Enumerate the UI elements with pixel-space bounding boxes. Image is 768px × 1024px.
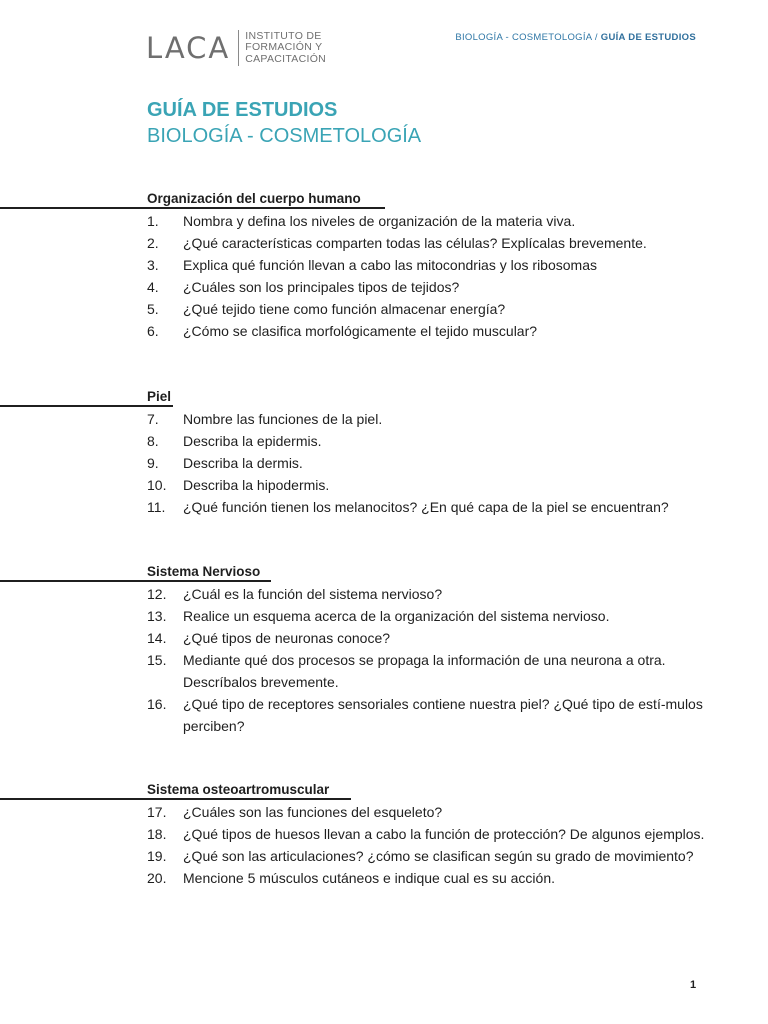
item-number: 3. [147,257,159,273]
page-number: 1 [690,979,697,991]
item-text: ¿Qué tipos de neuronas conoce? [183,630,391,646]
list-item [0,298,768,320]
item-number: 6. [147,323,159,339]
list-item [0,801,768,823]
list-item [0,627,768,649]
section-header [0,388,768,408]
question-list [0,583,768,737]
logo-sub-line: CAPACITACIÓN [245,52,327,65]
item-number: 20. [147,870,167,886]
page-subtitle: BIOLOGÍA - COSMETOLOGÍA [147,125,422,147]
list-item [0,276,768,298]
list-item [0,496,768,518]
item-text: ¿Qué tipo de receptores sensoriales contiene nuestra piel? ¿Qué tipo de estí-mulos perciben? [183,696,703,734]
item-text: ¿Qué son las articulaciones? ¿cómo se clasifican según su grado de movimiento? [183,848,694,864]
section-title: Sistema osteoartromuscular [147,782,330,797]
breadcrumb-current: GUÍA DE ESTUDIOS [600,32,696,43]
list-item [0,232,768,254]
list-item [0,320,768,342]
item-text: ¿Qué tejido tiene como función almacenar energía? [183,301,506,317]
item-number: 2. [147,235,159,251]
logo-subtitle [245,31,326,66]
list-item [0,408,768,430]
list-item [0,867,768,889]
section-title: Sistema Nervioso [147,564,261,579]
item-text: Nombre las funciones de la piel. [183,411,383,427]
logo-wordmark: LACA [146,31,231,65]
page-title: GUÍA DE ESTUDIOS [147,99,338,121]
breadcrumb-separator: / [591,32,601,43]
list-item [0,583,768,605]
item-text: Mencione 5 músculos cutáneos e indique cual es su acción. [183,870,555,886]
item-number: 18. [147,826,167,842]
logo-sub-line: INSTITUTO DE [245,29,322,42]
item-text: ¿Cuáles son las funciones del esqueleto? [183,804,443,820]
item-number: 11. [147,499,166,515]
item-text: ¿Qué tipos de huesos llevan a cabo la función de protección? De algunos ejemplos. [183,826,705,842]
section-organizacion [0,190,768,342]
item-number: 7. [147,411,159,427]
item-number: 9. [147,455,159,471]
item-number: 19. [147,848,167,864]
item-text: ¿Qué función tienen los melanocitos? ¿En qué capa de la piel se encuentran? [183,499,669,515]
item-text: Nombra y defina los niveles de organización de la materia viva. [183,213,576,229]
item-number: 13. [147,608,167,624]
section-title: Organización del cuerpo humano [147,191,361,206]
item-text: Describa la dermis. [183,455,303,471]
item-text: ¿Qué características comparten todas las células? Explícalas brevemente. [183,235,647,251]
item-number: 14. [147,630,167,646]
section-header [0,563,768,583]
item-text: Explica qué función llevan a cabo las mitocondrias y los ribosomas [183,257,597,273]
section-title: Piel [147,389,172,404]
list-item [0,693,768,737]
list-item [0,430,768,452]
list-item [0,845,768,867]
document-heading [147,97,421,149]
question-list [0,801,768,889]
list-item [0,452,768,474]
item-number: 8. [147,433,159,449]
item-number: 1. [147,213,159,229]
item-number: 4. [147,279,159,295]
item-text: Mediante qué dos procesos se propaga la información de una neurona a otra. Descríbalos brevemente. [183,652,666,690]
item-text: ¿Cuáles son los principales tipos de tejidos? [183,279,460,295]
section-piel [0,388,768,518]
breadcrumb [455,32,696,43]
item-text: ¿Cómo se clasifica morfológicamente el tejido muscular? [183,323,538,339]
logo-sub-line: FORMACIÓN Y [245,41,323,54]
institute-logo [146,30,326,66]
section-osteoartromuscular [0,781,768,889]
item-number: 12. [147,586,167,602]
list-item [0,254,768,276]
item-number: 16. [147,696,167,712]
list-item [0,649,768,693]
item-text: Describa la hipodermis. [183,477,330,493]
section-header [0,781,768,801]
list-item [0,605,768,627]
list-item [0,210,768,232]
logo-divider [238,30,239,66]
list-item [0,474,768,496]
section-sistema-nervioso [0,563,768,737]
breadcrumb-course: BIOLOGÍA - COSMETOLOGÍA [455,32,592,43]
item-number: 15. [147,652,167,668]
item-number: 5. [147,301,159,317]
question-list [0,408,768,518]
section-header [0,190,768,210]
item-number: 17. [147,804,167,820]
item-text: Describa la epidermis. [183,433,322,449]
item-text: ¿Cuál es la función del sistema nervioso? [183,586,443,602]
question-list [0,210,768,342]
item-number: 10. [147,477,167,493]
list-item [0,823,768,845]
item-text: Realice un esquema acerca de la organización del sistema nervioso. [183,608,610,624]
